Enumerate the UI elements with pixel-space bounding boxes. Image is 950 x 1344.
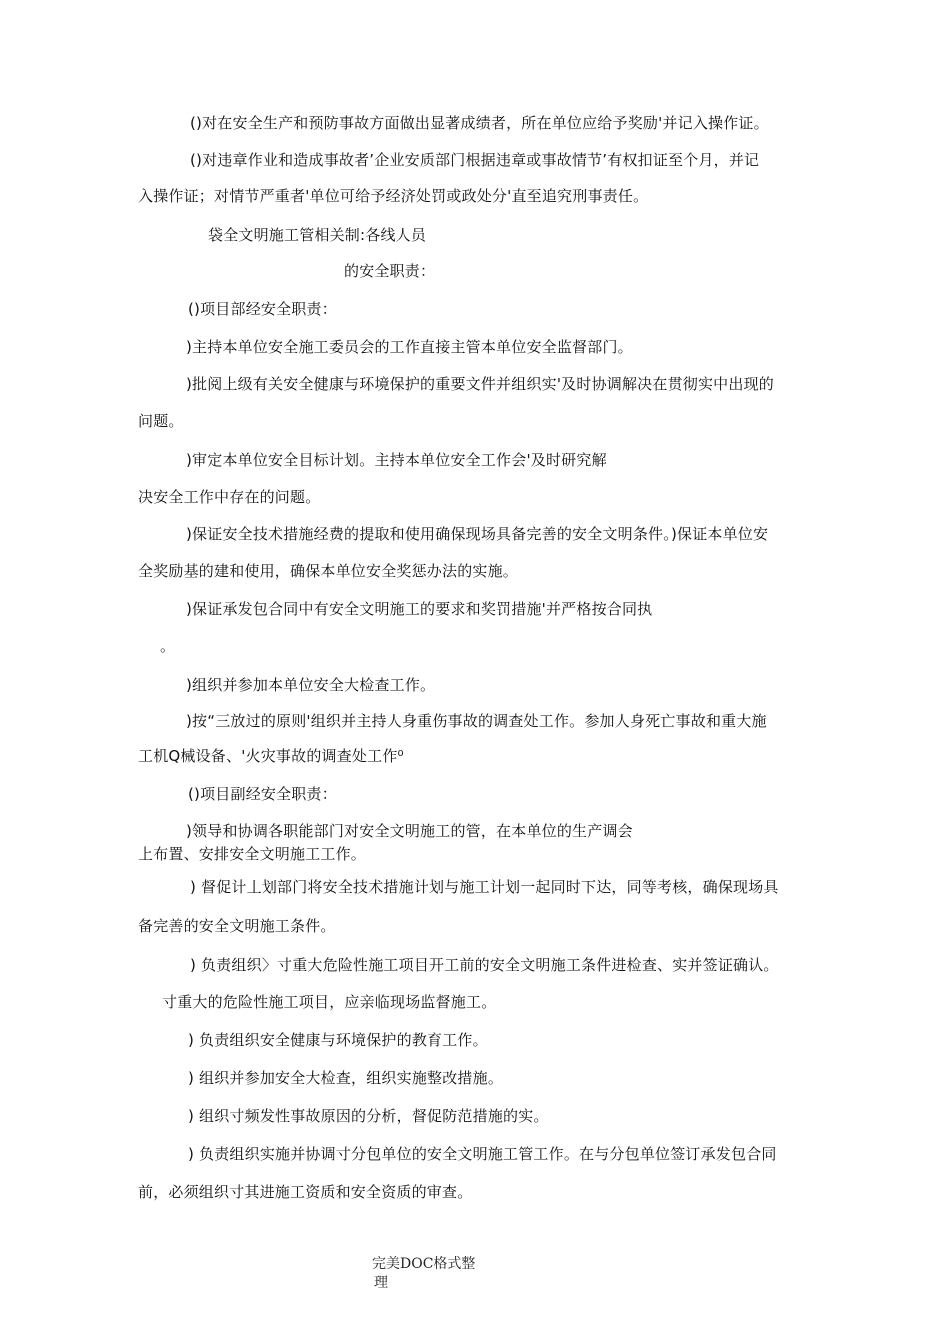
subsection-heading: ()项目副经安全职责：	[188, 785, 337, 803]
text-line: )保证安全技术措施经费的提取和使用确保现场具备完善的安全文明条件。)保证本单位安	[186, 525, 769, 543]
text-line: )主持本单位安全施工委员会的工作直接主管本单位安全监督部门。	[186, 338, 633, 356]
footer-line: 理	[374, 1275, 388, 1291]
text-line: ) 督促计丄划部门将安全技术措施计划与施工计划一起同时下达，同等考核，确保现场具	[190, 878, 779, 896]
text-line: ) 组织寸频发性事故原因的分析，督促防范措施的实。	[188, 1107, 549, 1125]
text-line: 决安全工作中存在的问题。	[138, 488, 321, 506]
text-line: )组织并参加本单位安全大检查工作。	[186, 676, 436, 694]
section-heading: 袋全文明施工管相关制:各线人员	[208, 226, 427, 244]
text-line: 备完善的安全文明施工条件。	[138, 917, 336, 935]
text-line: 寸重大的危险性施工项目，应亲临现场监督施工。	[162, 993, 497, 1011]
text-line: )保证承发包合同中有安全文明施工的要求和奖罚措施'并严格按合同执	[186, 600, 653, 618]
footer-line: 完美DOC格式整	[372, 1256, 476, 1272]
text-line: 前，必须组织寸其进施工资质和安全资质的审查。	[138, 1183, 473, 1201]
subsection-heading: ()项目部经安全职责：	[188, 300, 337, 318]
text-line: 入操作证；对情节严重者'单位可给予经济处罚或政处分'直至追究刑事责任。	[138, 187, 649, 205]
text-line: 问题。	[138, 412, 184, 430]
text-line: ) 组织并参加安全大检查，组织实施整改措施。	[188, 1069, 504, 1087]
section-heading: 的安全职责：	[344, 262, 436, 280]
text-line: ()对违章作业和造成事故者’企业安质部门根据违章或事故情节’有权扣证至个月，并记	[190, 151, 760, 169]
text-line: 全奖励基的建和使用，确保本单位安全奖惩办法的实施。	[138, 562, 519, 580]
text-line: ) 负责组织实施并协调寸分包单位的安全文明施工管工作。在与分包单位签订承发包合同	[188, 1145, 777, 1163]
text-line: )批阅上级有关安全健康与环境保护的重要文件并组织实'及时协调解决在贯彻实中出现的	[186, 375, 774, 393]
text-line: 上布置、安排安全文明施工工作。	[138, 845, 367, 863]
text-line: )领导和协调各职能部门对安全文明施工的管，在本单位的生产调会	[186, 822, 633, 840]
text-line: )审定本单位安全目标计划。主持本单位安全工作会'及时研究解	[186, 451, 607, 469]
text-line: ) 负责组织〉寸重大危险性施工项目开工前的安全文明施工条件进检查、实并签证确认。	[190, 956, 779, 974]
text-line: )按“三放过的原则'组织并主持人身重伤事故的调查处工作。参加人身死亡事故和重大施	[186, 712, 767, 730]
text-line: ) 负责组织安全健康与环境保护的教育工作。	[188, 1031, 488, 1049]
text-line: ()对在安全生产和预防事故方面做出显著成绩者，所在单位应给予奖励'并记入操作证。	[190, 114, 769, 132]
text-line: 工机Q械设备、'火灾事故的调查处工作⁰	[138, 747, 404, 765]
text-line: 。	[160, 637, 176, 655]
